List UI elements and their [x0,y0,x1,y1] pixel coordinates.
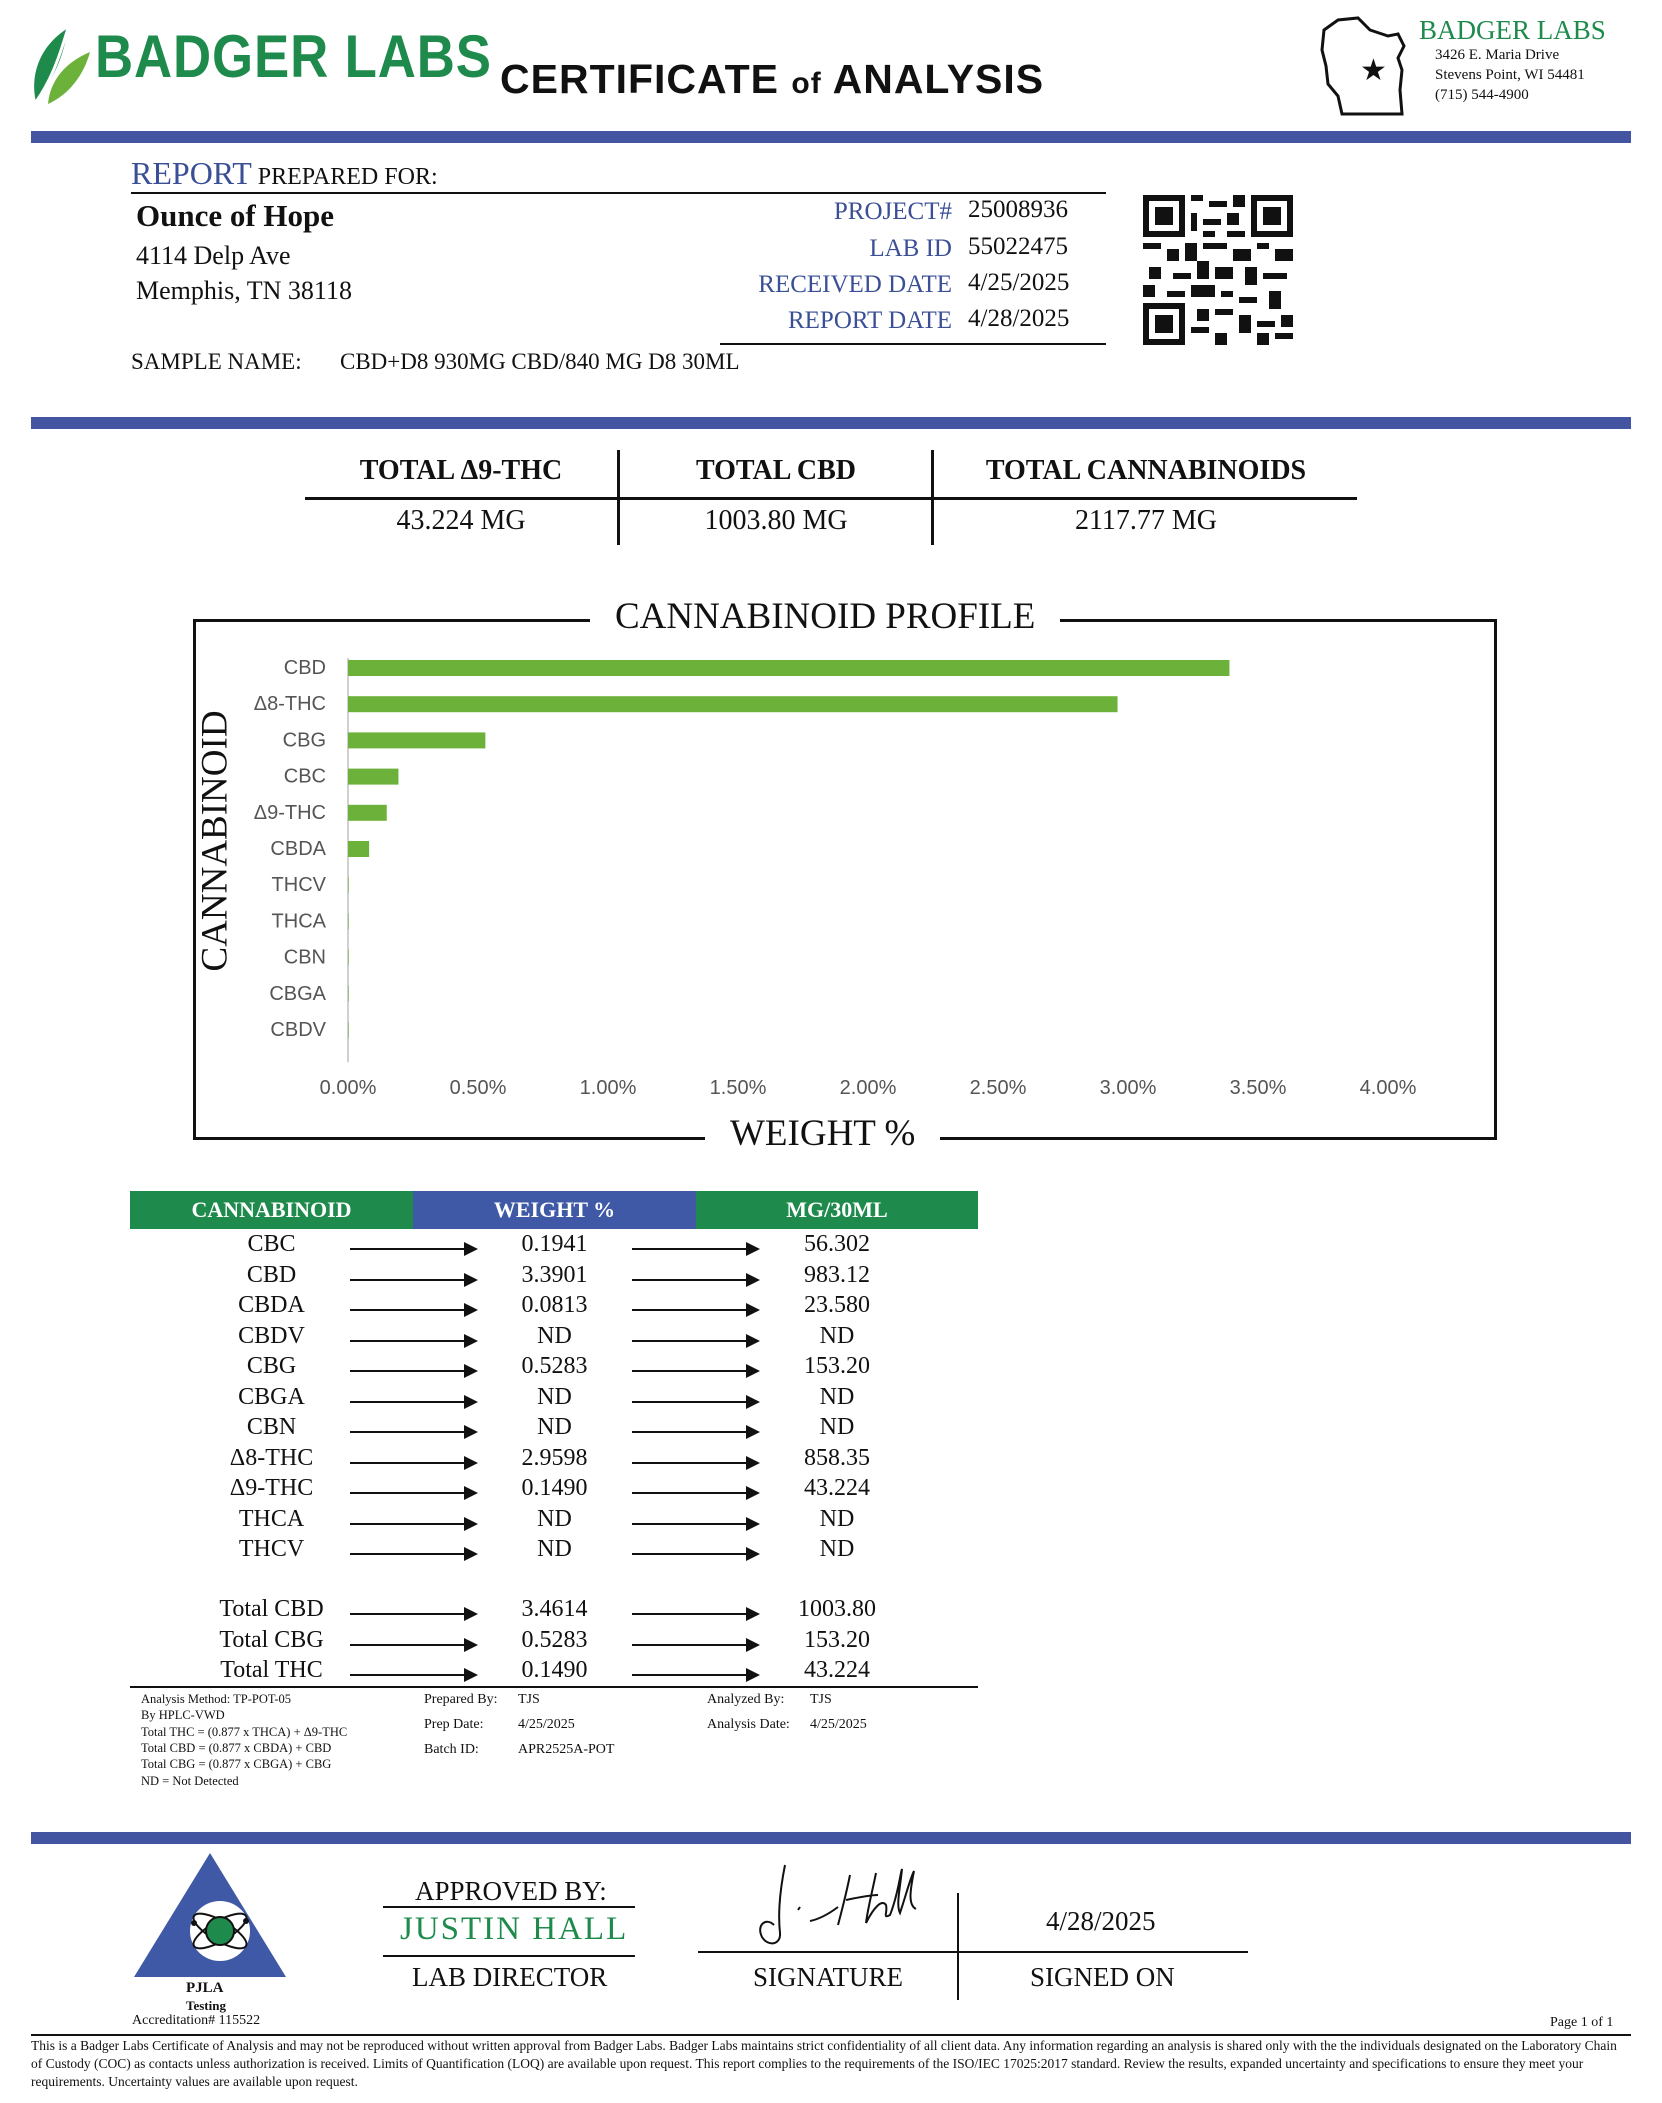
divider [31,1832,1631,1844]
analyzed-by: TJS [810,1692,832,1707]
arrow-icon [350,1613,476,1615]
category-label: CBG [282,729,326,752]
lab-phone: (715) 544-4900 [1435,87,1529,103]
disclaimer: This is a Badger Labs Certificate of Analysis and may not be reproduced without written approval from Badger Labs. Badger Labs maintains strict confidentiality of all client data. Any information regarding an analysis is shared only with the the individuals designated on the Laboratory Chain of Custody (COC) as contacts unless authorization is received. Limits of Quantification (LOQ) are available upon request. This report complies to the requirements of the ISO/IEC 17025:2017 standard. Review the results, expanded uncertainty and specifications to ensure they meet your requirements. Uncertainty values are available upon request. [31,2038,1617,2089]
cell-name: Δ9-THC [229,1475,314,1501]
cell-weight: 0.5283 [521,1353,588,1379]
chart-y-axis-label: CANNABINOID [194,710,236,972]
divider [383,1906,635,1908]
arrow-icon [350,1492,476,1494]
note-line: Total CBG = (0.877 x CBGA) + CBG [141,1757,332,1772]
note-line: Total THC = (0.877 x THCA) + Δ9-THC [141,1724,348,1739]
cell-mg: ND [819,1536,855,1562]
cannabinoid-profile-chart [230,650,1430,1110]
client-address-street: 4114 Delp Ave [136,241,291,270]
batch-id: APR2525A-POT [518,1742,615,1757]
arrow-icon [632,1248,758,1250]
bar [348,841,369,857]
qr-code-icon[interactable] [1143,195,1293,350]
arrow-icon [632,1492,758,1494]
analysis-date: 4/25/2025 [810,1717,867,1732]
cell-name: CBGA [238,1383,305,1410]
column-header-weight: WEIGHT % [413,1191,696,1229]
cell-name: Total THC [220,1657,323,1683]
arrow-icon [350,1248,476,1250]
pjla-type: Testing [186,1998,226,2013]
cell-mg: 983.12 [804,1261,870,1288]
category-label: CBGA [269,982,326,1005]
cell-name: Total CBD [219,1596,324,1622]
arrow-icon [350,1523,476,1525]
x-tick-label: 4.00% [1359,1077,1417,1099]
batch-id-label: Batch ID: [424,1742,479,1757]
bar [348,913,349,929]
note-line: Analysis Method: TP-POT-05 [141,1692,292,1706]
total-cannabinoids-value: 2117.77 MG [1074,505,1218,536]
category-label: CBC [283,765,326,788]
cell-name: CBDV [238,1322,305,1349]
note-line: By HPLC-VWD [141,1708,225,1723]
divider [305,497,1357,500]
cell-weight: 0.0813 [521,1292,588,1318]
arrow-icon [350,1279,476,1281]
divider [957,1893,959,2000]
cell-name: CBD [246,1261,297,1288]
document-title: CERTIFICATE of ANALYSIS [500,56,1045,102]
sample-name-label: SAMPLE NAME: [131,349,302,374]
cell-name: THCA [238,1505,305,1532]
cell-mg: ND [819,1505,855,1532]
approved-by-label: APPROVED BY: [415,1876,607,1906]
category-label: Δ9-THC [253,801,326,824]
divider [698,1951,1248,1953]
x-tick-label: 2.50% [969,1077,1027,1099]
approver-role: LAB DIRECTOR [412,1962,608,1992]
arrow-icon [350,1401,476,1403]
divider [383,1955,635,1957]
cell-weight: ND [537,1505,572,1532]
wisconsin-map-icon [1318,10,1418,125]
total-cannabinoids-label: TOTAL CANNABINOIDS [985,455,1307,486]
svg-text:★: ★ [1360,53,1387,88]
arrow-icon [632,1279,758,1281]
bar [348,805,387,821]
bar [348,986,349,1002]
cell-weight: 2.9598 [521,1444,588,1471]
x-tick-label: 3.00% [1099,1077,1157,1099]
cell-mg: ND [819,1414,855,1440]
cell-name: CBC [247,1231,296,1257]
x-tick-label: 1.50% [709,1077,767,1099]
approver-name: JUSTIN HALL [400,1911,629,1947]
signed-date: 4/28/2025 [1046,1906,1156,1936]
column-header-mg: MG/30ML [696,1191,978,1229]
arrow-icon [350,1644,476,1646]
brand-name: BADGER LABS [95,23,492,90]
note-line: ND = Not Detected [141,1773,239,1788]
signature-caption: SIGNATURE [753,1962,904,1992]
arrow-icon [350,1431,476,1433]
report-date-label: REPORT DATE [787,307,952,334]
bar [348,877,349,893]
arrow-icon [632,1431,758,1433]
client-name: Ounce of Hope [136,198,335,233]
cell-weight: 3.4614 [521,1596,588,1622]
cell-mg: ND [819,1322,855,1349]
arrow-icon [632,1523,758,1525]
cell-mg: 1003.80 [798,1596,876,1622]
analysis-date-label: Analysis Date: [707,1717,790,1732]
report-label: REPORT PREPARED FOR: [131,155,438,191]
lab-address-street: 3426 E. Maria Drive [1435,47,1560,63]
category-label: CBDV [270,1019,326,1041]
cell-mg: ND [819,1383,855,1410]
x-tick-label: 1.00% [579,1077,637,1099]
prep-date: 4/25/2025 [518,1717,575,1732]
received-date-label: RECEIVED DATE [758,271,952,298]
page-number: Page 1 of 1 [1550,2015,1614,2030]
arrow-icon [632,1613,758,1615]
bar [348,660,1229,676]
divider [31,417,1631,429]
arrow-icon [632,1370,758,1372]
bar [348,696,1118,712]
arrow-icon [350,1674,476,1676]
sample-name: CBD+D8 930MG CBD/840 MG D8 30ML [340,349,740,374]
x-tick-label: 0.00% [319,1077,377,1099]
arrow-icon [632,1553,758,1555]
cell-weight: ND [537,1383,572,1410]
client-address-city: Memphis, TN 38118 [136,276,352,305]
prepared-by: TJS [518,1692,540,1707]
cell-weight: 0.1941 [521,1231,588,1257]
cell-name: CBN [246,1414,297,1440]
chart-x-axis-label: WEIGHT % [705,1112,940,1155]
category-label: THCV [271,874,326,897]
lab-id-label: LAB ID [869,235,952,262]
divider [720,343,1106,345]
project-number: 25008936 [968,196,1068,223]
bar [348,732,485,748]
arrow-icon [632,1462,758,1464]
divider [31,2034,1631,2036]
cell-name: Δ8-THC [229,1444,314,1471]
lab-name: BADGER LABS [1419,15,1606,45]
cell-weight: 0.5283 [521,1626,588,1653]
cell-mg: 43.224 [804,1657,870,1683]
category-label: CBDA [270,838,326,860]
divider [31,131,1631,143]
category-label: CBN [283,946,326,969]
arrow-icon [632,1309,758,1311]
bar [348,1022,349,1038]
arrow-icon [350,1340,476,1342]
accreditation-number: Accreditation# 115522 [132,2013,261,2028]
arrow-icon [350,1462,476,1464]
cell-weight: ND [537,1414,572,1440]
column-header-cannabinoid: CANNABINOID [130,1191,413,1229]
bar [348,769,398,785]
total-cbd-label: TOTAL CBD [695,455,856,486]
arrow-icon [350,1553,476,1555]
cell-weight: ND [537,1322,572,1349]
x-tick-label: 0.50% [449,1077,507,1099]
cell-mg: 56.302 [804,1231,870,1257]
total-thc-value: 43.224 MG [396,505,526,536]
analyzed-by-label: Analyzed By: [707,1692,785,1707]
cell-name: THCV [238,1536,305,1562]
category-label: THCA [271,910,326,933]
arrow-icon [350,1370,476,1372]
cell-name: CBDA [238,1292,305,1318]
divider [130,1686,978,1688]
prepared-by-label: Prepared By: [424,1692,498,1707]
category-label: CBD [283,657,326,679]
total-cbd-value: 1003.80 MG [704,505,848,536]
category-label: Δ8-THC [253,693,326,716]
cell-mg: 43.224 [804,1475,870,1501]
chart-title: CANNABINOID PROFILE [590,595,1060,638]
cell-name: Total CBG [219,1626,324,1653]
lab-address-city: Stevens Point, WI 54481 [1435,67,1585,83]
arrow-icon [632,1644,758,1646]
arrow-icon [350,1309,476,1311]
cell-weight: ND [537,1536,572,1562]
signature-image [750,1855,930,1955]
prep-date-label: Prep Date: [424,1717,484,1732]
signed-on-caption: SIGNED ON [1030,1962,1175,1992]
arrow-icon [632,1340,758,1342]
cell-weight: 0.1490 [521,1657,588,1683]
brand-logo-icon [28,22,94,113]
lab-id: 55022475 [968,233,1068,260]
x-tick-label: 2.00% [839,1077,897,1099]
project-label: PROJECT# [833,198,952,225]
received-date: 4/25/2025 [968,269,1070,296]
divider [131,192,1106,194]
cell-weight: 3.3901 [521,1261,588,1288]
note-line: Total CBD = (0.877 x CBDA) + CBD [141,1740,332,1755]
report-date: 4/28/2025 [968,305,1070,332]
arrow-icon [632,1401,758,1403]
cell-name: CBG [246,1353,297,1379]
cell-mg: 858.35 [804,1444,870,1471]
pjla-accreditation-logo [134,1851,294,1986]
cell-mg: 153.20 [804,1353,870,1379]
cell-mg: 153.20 [804,1626,870,1653]
arrow-icon [632,1674,758,1676]
x-tick-label: 3.50% [1229,1077,1287,1099]
bar [348,950,349,966]
cell-weight: 0.1490 [521,1475,588,1501]
cell-mg: 23.580 [804,1292,870,1318]
pjla-label: PJLA [186,1980,224,1996]
total-thc-label: TOTAL Δ9-THC [359,455,563,486]
